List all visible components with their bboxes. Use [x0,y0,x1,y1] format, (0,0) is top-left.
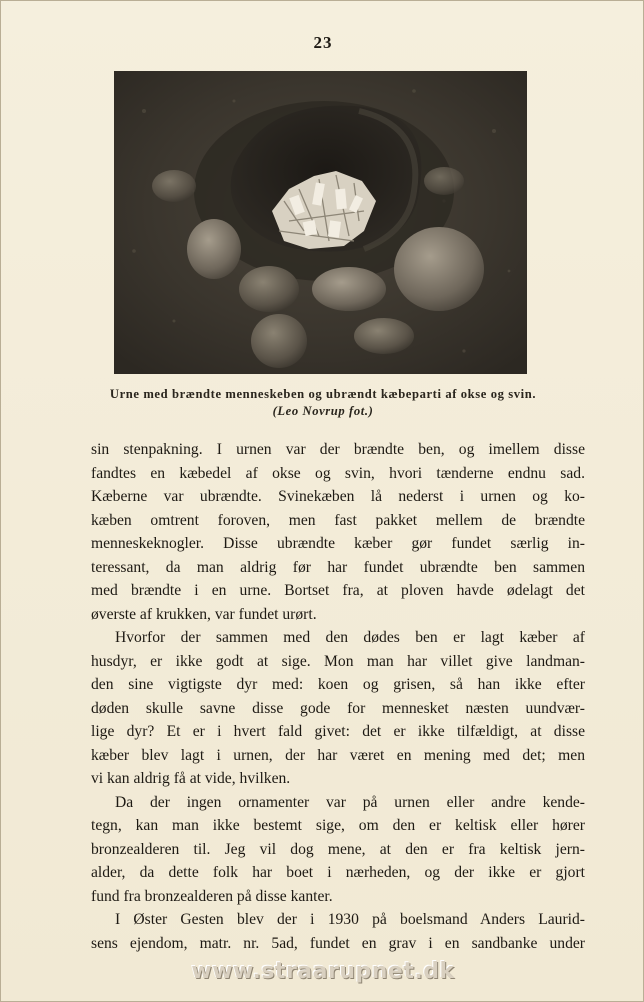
text-line: husdyr, er ikke godt at sige. Mon man har villet give landman- [91,652,585,670]
text-line: kæber blev lagt i urnen, der har været en mening med det; men [91,746,585,764]
text-line: bronzealderen til. Jeg vil dog mene, at den er fra keltisk jern- [91,840,585,858]
text-line: tegn, kan man ikke bestemt sige, om den er keltisk eller hører [91,817,585,834]
text-line: sin stenpakning. I urnen var der brændte ben, og imellem disse [91,441,585,458]
text-line: sens ejendom, matr. nr. 5ad, fundet en grav i en sandbanke under [91,934,585,952]
paragraph-start-line: Da der ingen ornamenter var på urnen eller andre kende- [115,793,585,811]
text-line: fandtes en kæbedel af okse og svin, hvori tænderne endnu sad. [91,464,585,482]
caption-credit: (Leo Novrup fot.) [272,404,374,418]
text-line: lige dyr? Et er i hvert fald givet: det er ikke tilfældigt, at disse [91,723,585,740]
text-line: menneskeknogler. Disse ubrændte kæber gør fundet særlig in- [91,535,585,552]
text-line: alder, da dette folk har boet i nærheden, og der ikke er gjort [91,864,585,881]
page-number: 23 [313,33,333,52]
text-line: vi kan aldrig få at vide, hvilken. [91,770,291,787]
photo-caption [61,386,585,420]
text-line: kæben omtrent foroven, men fast pakket mellem de brændte [91,511,585,529]
text-line: Kæberne var ubrændte. Svinekæben lå nederst i urnen og ko- [91,488,585,505]
body-text [91,438,585,955]
text-line: teressant, da man aldrig før har fundet ubrændte ben sammen [91,558,585,576]
text-line: fund fra bronzealderen på disse kanter. [91,887,333,905]
text-line: med brændte i en urne. Bortset fra, at ploven havde ødelagt det [91,582,585,599]
text-line: døden skulle savne disse gode for mennesket næsten uundvær- [91,699,585,717]
text-line: øverste af krukken, var fundet urørt. [91,605,317,623]
paragraph-start-line: Hvorfor der sammen med den dødes ben er lagt kæber af [115,629,585,646]
website-watermark: www.straarupnet.dk [191,959,455,984]
caption-text: Urne med brændte menneskeben og ubrændt kæbeparti af okse og svin. [109,387,537,401]
urn-photo-illustration [114,71,527,374]
paragraph-start-line: I Øster Gesten blev der i 1930 på boelsmand Anders Laurid- [115,911,585,928]
urn-photo [114,71,527,374]
text-line: den sine vigtigste dyr med: koen og grisen, så han ikke efter [91,676,585,693]
